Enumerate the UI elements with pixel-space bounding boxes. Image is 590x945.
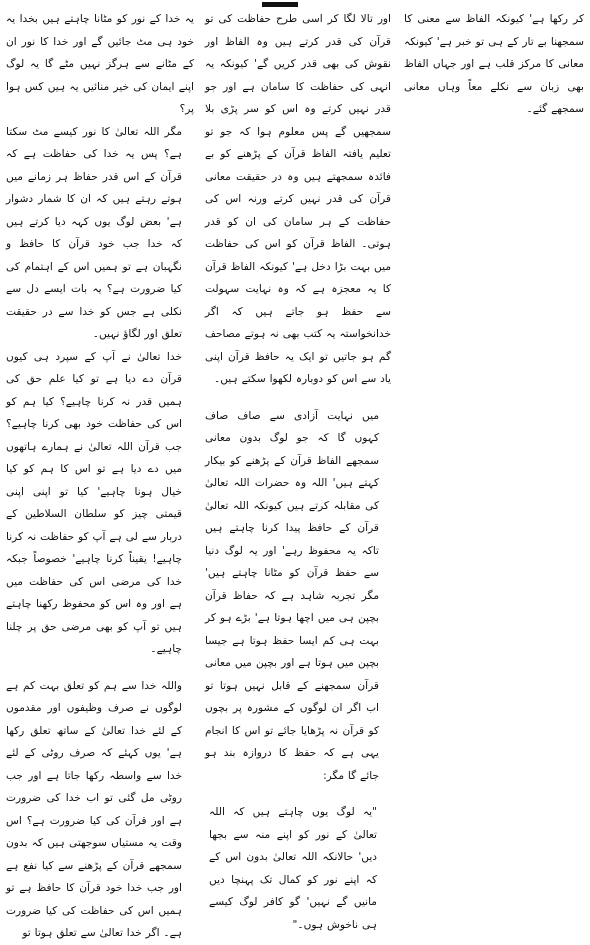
paragraph-gap [205, 787, 391, 801]
text-column-middle [205, 8, 391, 931]
paragraph: واللہ خدا سے ہم کو تعلق بہت کم ہے لوگوں نے صرف وظیفوں اور مقدموں کے لئے خدا تعالیٰ کے ساتھ تعلق رکھا ہے' یوں کہئے کہ صرف روٹی کے لئے خدا سے واسطہ رکھا جاتا ہے اور جب روٹی مل گئی تو اب خدا کی ضرورت ہے اور قرآن کی کیا ضرورت ہے؟ اس وقت یہ مستیاں سوجھتی ہیں کہ بدون سمجھے قرآن کے پڑھنے سے کیا نفع ہے اور جب خدا خود قرآن کا حافظ ہے تو ہمیں اس کی حفاظت کی کیا ضرورت ہے۔ اگر خدا تعالیٰ سے تعلق ہوتا تو [6, 679, 182, 939]
paragraph: یہ خدا کے نور کو مٹانا چاہتے ہیں بخدا یہ خود ہی مٹ جائیں گے اور خدا کا نور ان کے مٹانے سے ہرگز نہیں مٹے گا یہ لوگ اپنے ایمان کی خیر منائیں یہ ہیں کس ہوا پر؟ [6, 13, 194, 115]
paragraph-gap [6, 661, 194, 675]
text-column-left [6, 8, 194, 939]
paragraph: خدا تعالیٰ نے آپ کے سپرد ہی کیوں قرآن دے دیا ہے تو کیا علم حق کی ہمیں قدر نہ کرنا چاہیے؟ کیا ہم کو اس کی حفاظت خود بھی کرنا چاہیے؟ جب قرآن اللہ تعالیٰ نے ہمارے ہاتھوں میں دے دیا ہے تو اس کا ہم کو کیا خیال ہونا چاہیے' کیا تو اپنی اپنی قیمتی چیز کو سلطان السلاطین کے دربار سے لی ہے آپ کو حفاظت نہ کرنا چاہیے! یقیناً کرنا چاہیے' خصوصاً جبکہ خدا کی مرضی اس کی حفاظت میں ہے اور وہ اس کو محفوظ رکھنا چاہتے ہیں تو آپ کو بھی مرضی حق پر چلنا چاہیے۔ [6, 350, 182, 655]
quotation: "یہ لوگ یوں چاہتے ہیں کہ اللہ تعالیٰ کے نور کو اپنے منہ سے بجھا دیں' حالانکہ اللہ تعالیٰ بدون اس کے کہ اپنے نور کو کمال تک پہنچا دیں مانیں گے نہیں' گو کافر لوگ کیسے ہی ناخوش ہوں۔" [209, 806, 377, 931]
paragraph-gap [205, 391, 391, 405]
text-column-right [404, 8, 584, 778]
paragraph: میں نہایت آزادی سے صاف صاف کہوں گا کہ جو لوگ بدون معانی سمجھے الفاظ قرآن کے پڑھنے کو بیکار کہتے ہیں' اللہ وہ حضرات اللہ تعالیٰ کی مقابلہ کرتے ہیں کیونکہ اللہ تعالیٰ قرآن کے حافظ پیدا کرنا چاہتے ہیں تاکہ یہ محفوظ رہے' اور یہ لوگ دنیا سے حفظ قرآن کو مٹانا چاہتے ہیں' مگر تجربہ شاہد ہے کہ حفاظ قرآن بچپن ہی میں اچھا ہوتا ہے' بڑے ہو کر بہت ہی کم ایسا حفظ ہوتا ہے جیسا بچپن میں ہوتا ہے اور بچپن میں معانی قرآن سمجھنے کے قابل نہیں ہوتا تو اب اگر ان لوگوں کے مشورہ پر بچوں کو قرآن نہ پڑھایا جائے تو اس کا انجام یہی ہے کہ حفظ کا دروازہ بند ہو جائے گا مگر: [205, 409, 379, 782]
paragraph: کر رکھا ہے' کیونکہ الفاظ سے معنی کا سمجھنا بے تار کے ہی تو خبر ہے' کیونکہ معانی کا مرکز قلب ہے اور جہاں الفاظ بھی زبان سے نکلے معاً وہاں معانی سمجھے گئے۔ [404, 13, 584, 115]
header-rule [262, 2, 298, 7]
paragraph: اور تالا لگا کر اسی طرح حفاظت کی تو قرآن کی قدر کرتے ہیں وہ الفاظ اور نقوش کی بھی قدر کریں گے' کیونکہ یہ انہی کی حفاظت کا سامان ہے اور جو قدر نہیں کرتے وہ اس کو سر پڑی بلا سمجھیں گے پس معلوم ہوا کہ جو تو تعلیم یافتہ الفاظ قرآن کے پڑھنے کو بے فائدہ سمجھتے ہیں وہ در حقیقت معانی قرآن کی قدر نہیں کرتے ورنہ اس کی حفاظت کے ہر سامان کی ان کو قدر ہوتی۔ الفاظ قرآن کو اس کی حفاظت میں بہت بڑا دخل ہے' کیونکہ الفاظ قرآن کا یہ معجزہ ہے کہ وہ نہایت سہولت سے حفظ ہو جاتے ہیں کہ اگر خدانخواستہ یہ کتب بھی نہ ہوتے مصاحف گم ہو جاتیں تو ایک یہ حافظ قرآن اپنی یاد سے اس کو دوبارہ لکھوا سکتے ہیں۔ [205, 13, 391, 385]
paragraph: مگر اللہ تعالیٰ کا نور کیسے مٹ سکتا ہے؟ پس یہ خدا کی حفاظت ہے کہ قرآن کے اس قدر حفاظ ہر زمانے میں ہوتے رہتے ہیں کہ ان کا شمار دشوار ہے' بعض لوگ یوں کہہ دیا کرتے ہیں کہ خدا جب خود قرآن کا حافظ و نگہبان ہے تو ہمیں اس کے اہتمام کی کیا ضرورت ہے؟ یہ بات ایسے دل سے نکلی ہے جس کو خدا سے در حقیقت تعلق اور لگاؤ نہیں۔ [6, 125, 182, 340]
